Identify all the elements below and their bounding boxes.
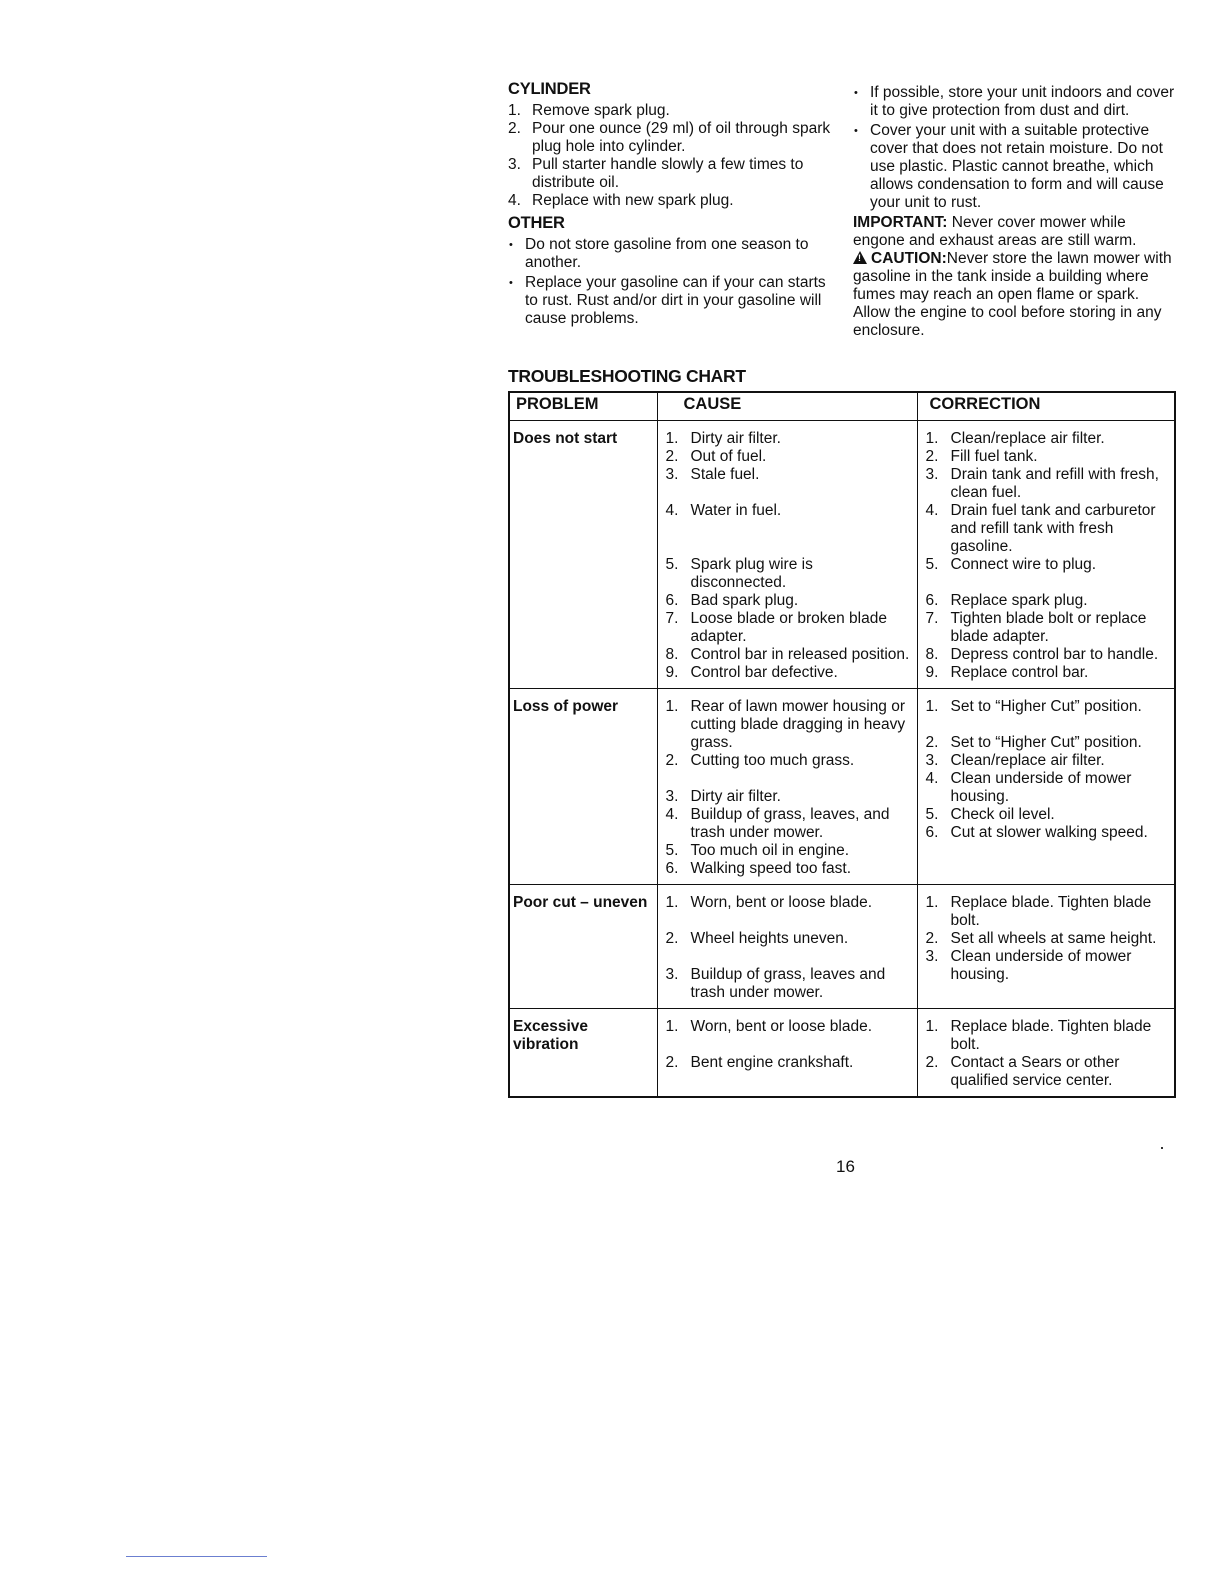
cause-cell — [657, 689, 917, 885]
other-bullets — [508, 236, 836, 328]
cause-item: 2. Out of fuel. — [665, 448, 767, 465]
correction-item: 5. Connect wire to plug. — [925, 556, 1097, 573]
list-item: • Replace your gasoline can if your can starts to rust. Rust and/or dirt in your gasoline will cause problems. — [508, 274, 836, 328]
problem-cell: Does not start — [509, 421, 657, 689]
problem-cell: Poor cut – uneven — [509, 885, 657, 1009]
important-label: IMPORTANT: — [853, 214, 948, 231]
cause-item: 2. Bent engine crankshaft. — [665, 1054, 854, 1071]
correction-item: 2. Set all wheels at same height. — [925, 930, 1157, 947]
correction-item: 2. Contact a Sears or other qualified service center. — [925, 1054, 1120, 1089]
correction-item: 2. Set to “Higher Cut” position. — [925, 734, 1142, 751]
important-text: Never cover mower while engone and exhaust areas are still warm. — [853, 214, 1137, 249]
step-number: 2. — [508, 120, 521, 137]
correction-item: 4. Drain fuel tank and carburetor and refill tank with fresh gasoline. — [925, 502, 1156, 555]
caution-label: CAUTION: — [871, 250, 947, 267]
step-text: Replace with new spark plug. — [532, 192, 734, 209]
right-column — [853, 84, 1178, 340]
correction-item: 1. Replace blade. Tighten blade bolt. — [925, 1018, 1152, 1053]
table-row — [509, 885, 1175, 1009]
correction-item: 1. Set to “Higher Cut” position. — [925, 698, 1142, 715]
cause-item: 1. Worn, bent or loose blade. — [665, 1018, 873, 1035]
cause-item: 2. Cutting too much grass. — [665, 752, 855, 769]
correction-item: 3. Clean/replace air filter. — [925, 752, 1105, 769]
cause-item: 6. Bad spark plug. — [665, 592, 799, 609]
step-number: 4. — [508, 192, 521, 209]
cause-item: 4. Water in fuel. — [665, 502, 782, 519]
troubleshooting-table — [508, 391, 1176, 1098]
step-number: 1. — [508, 102, 521, 119]
table-header-row — [509, 392, 1175, 421]
correction-item: 6. Cut at slower walking speed. — [925, 824, 1148, 841]
correction-cell — [917, 1009, 1175, 1098]
problem-cell: Loss of power — [509, 689, 657, 885]
step-text: Pour one ounce (29 ml) of oil through spark plug hole into cylinder. — [532, 120, 831, 155]
correction-item: 1. Clean/replace air filter. — [925, 430, 1105, 447]
correction-item: 9. Replace control bar. — [925, 664, 1089, 681]
cause-cell — [657, 885, 917, 1009]
correction-item: 1. Replace blade. Tighten blade bolt. — [925, 894, 1152, 929]
cylinder-steps — [508, 102, 836, 210]
cause-item: 1. Dirty air filter. — [665, 430, 781, 447]
header-problem: PROBLEM — [509, 392, 657, 421]
step-text: Pull starter handle slowly a few times to distribute oil. — [532, 156, 804, 191]
chart-title: TROUBLESHOOTING CHART — [508, 366, 746, 386]
cause-item: 2. Wheel heights uneven. — [665, 930, 849, 947]
correction-item: 2. Fill fuel tank. — [925, 448, 1038, 465]
header-cause: CAUSE — [657, 392, 917, 421]
correction-item: 5. Check oil level. — [925, 806, 1055, 823]
important-note — [853, 214, 1178, 250]
left-column — [508, 80, 836, 330]
cause-item: 7. Loose blade or broken blade adapter. — [665, 610, 887, 645]
cause-item: 3. Buildup of grass, leaves and trash under mower. — [665, 966, 886, 1001]
cause-item: 3. Stale fuel. — [665, 466, 760, 483]
cylinder-heading: CYLINDER — [508, 80, 591, 98]
cause-item: 3. Dirty air filter. — [665, 788, 781, 805]
table-row — [509, 1009, 1175, 1098]
cause-item: 1. Rear of lawn mower housing or cutting blade dragging in heavy grass. — [665, 698, 906, 751]
correction-cell — [917, 885, 1175, 1009]
cause-cell — [657, 421, 917, 689]
list-item: • Do not store gasoline from one season to another. — [508, 236, 836, 272]
table-row — [509, 689, 1175, 885]
correction-item: 6. Replace spark plug. — [925, 592, 1088, 609]
list-item — [508, 102, 836, 120]
cause-item: 4. Buildup of grass, leaves, and trash under mower. — [665, 806, 890, 841]
correction-item: 7. Tighten blade bolt or replace blade adapter. — [925, 610, 1147, 645]
caution-note — [853, 250, 1178, 340]
page-number: 16 — [836, 1157, 855, 1176]
list-item: • If possible, store your unit indoors and cover it to give protection from dust and dirt. — [853, 84, 1178, 120]
cause-item: 5. Spark plug wire is disconnected. — [665, 556, 813, 591]
cause-cell — [657, 1009, 917, 1098]
cause-item: 6. Walking speed too fast. — [665, 860, 852, 877]
correction-cell — [917, 421, 1175, 689]
correction-cell — [917, 689, 1175, 885]
correction-item: 3. Drain tank and refill with fresh, clean fuel. — [925, 466, 1159, 501]
problem-cell: Excessive vibration — [509, 1009, 657, 1098]
scan-speck — [1161, 1147, 1163, 1149]
list-item — [508, 156, 836, 192]
cause-item: 8. Control bar in released position. — [665, 646, 910, 663]
correction-item: 8. Depress control bar to handle. — [925, 646, 1159, 663]
header-correction: CORRECTION — [917, 392, 1175, 421]
step-number: 3. — [508, 156, 521, 173]
cause-item: 1. Worn, bent or loose blade. — [665, 894, 873, 911]
cause-item: 5. Too much oil in engine. — [665, 842, 850, 859]
other-heading: OTHER — [508, 214, 565, 232]
correction-item: 4. Clean underside of mower housing. — [925, 770, 1132, 805]
list-item: • Cover your unit with a suitable protective cover that does not retain moisture. Do not use plastic. Plastic cannot breathe, which allows condensation to form and will cause your unit to rust. — [853, 122, 1178, 212]
correction-item: 3. Clean underside of mower housing. — [925, 948, 1132, 983]
list-item — [508, 120, 836, 156]
caution-text: Never store the lawn mower with gasoline in the tank inside a building where fumes may reach an open flame or spark. Allow the engine to cool before storing in any enclosure. — [853, 250, 1172, 339]
cause-item: 9. Control bar defective. — [665, 664, 838, 681]
warning-triangle-icon — [853, 251, 867, 264]
storage-bullets — [853, 84, 1178, 212]
footer-rule — [126, 1556, 267, 1557]
list-item — [508, 192, 836, 210]
table-row — [509, 421, 1175, 689]
step-text: Remove spark plug. — [532, 102, 670, 119]
